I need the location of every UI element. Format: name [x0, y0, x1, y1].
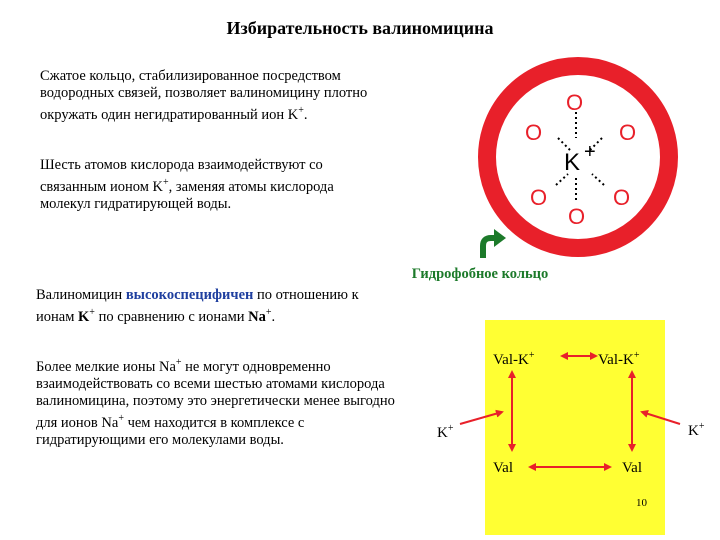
oxygen-top: O	[566, 90, 584, 115]
scheme-k-left-outside: K+	[437, 423, 454, 441]
scheme-val-k-right: Val-K+	[598, 350, 640, 368]
right-outside-arrow	[642, 412, 680, 424]
potassium-charge: +	[584, 141, 596, 163]
potassium-ion: K	[564, 149, 581, 176]
oxygen-upper-left: O	[525, 120, 543, 145]
oxygen-bottom: O	[568, 204, 586, 229]
hydrophobic-ring-label: Гидрофобное кольцо	[411, 266, 549, 282]
scheme-val-right: Val	[622, 460, 642, 476]
oxygen-upper-right: O	[619, 120, 637, 145]
paragraph-six-oxygens: Шесть атомов кислорода взаимодействуют со связанным ионом K+, заменяя атомы кислорода молекул гидратирующей воды.	[40, 157, 334, 212]
scheme-val-k-left: Val-K+	[493, 350, 535, 368]
page-number: 10	[636, 497, 647, 509]
oxygen-lower-right: O	[613, 185, 631, 210]
paragraph-compressed-ring: Сжатое кольцо, стабилизированное посредством водородных связей, позволяет валиномицину плотно окружать один негидратированный ион K+.	[40, 68, 368, 123]
scheme-val-left: Val	[493, 460, 513, 476]
paragraph-sodium-ions: Более мелкие ионы Na+ не могут одновременно взаимодействовать со всеми шестью атомами кислорода валиномицина, поэтому это энергетически менее выгодно для ионов Na+ чем находится в комплексе с гидратирующими его молекулами воды.	[36, 357, 395, 448]
slide-title: Избирательность валиномицина	[226, 18, 494, 38]
paragraph-specificity: Валиномицин высокоспецифичен по отношению к ионам K+ по сравнению с ионами Na+.	[36, 287, 359, 325]
scheme-arrows	[460, 356, 680, 467]
ring-pointer-arrow	[483, 229, 506, 258]
oxygen-lower-left: O	[530, 185, 548, 210]
scheme-k-right-outside: K+	[688, 421, 705, 439]
left-outside-arrow	[460, 412, 502, 424]
